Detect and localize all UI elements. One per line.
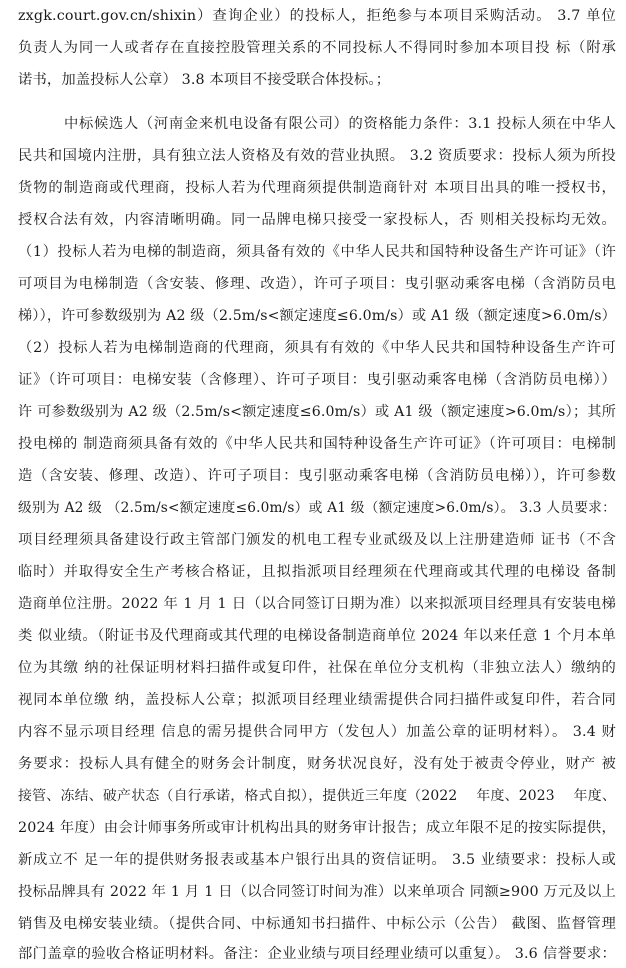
text-line: 2024 年度）由会计师事务所或审计机构出具的财务审计报告；成立年限不足的按实际提供， <box>18 820 616 836</box>
text-line: 梯）），许可参数级别为 A2 级（2.5m/s<额定速度≤6.0m/s）或 A1 级（额定速度>6.0m/s） <box>18 308 616 324</box>
text-line: 位为其缴 纳的社保证明材料扫描件或复印件，社保在单位分支机构（非独立法人）缴纳的 <box>18 660 616 676</box>
text-line: 临时）并取得安全生产考核合格证，且拟指派项目经理须在代理商或其代理的电梯设 备制 <box>18 564 616 580</box>
text-line: 投电梯的 制造商须具备有效的《中华人民共和国特种设备生产许可证》（许可项目：电梯制 <box>18 436 616 452</box>
text-line: 证》（许可项目：电梯安装（含修理）、许可子项目：曳引驱动乘客电梯（含消防员电梯）） <box>18 372 616 388</box>
text-line: 民共和国境内注册，具有独立法人资格及有效的营业执照。 3.2 资质要求：投标人须为所投 <box>18 148 616 164</box>
text-line: 货物的制造商或代理商，投标人若为代理商须提供制造商针对 本项目出具的唯一授权书， <box>18 180 616 196</box>
text-line: 造（含安装、修理、改造）、许可子项目：曳引驱动乘客电梯（含消防员电梯）），许可参数 <box>18 468 616 484</box>
text-line: 务要求：投标人具有健全的财务会计制度，财务状况良好，没有处于被责令停业，财产 被 <box>18 756 616 772</box>
text-line: 诺书，加盖投标人公章） 3.8 本项目不接受联合体投标。； <box>18 72 391 88</box>
text-line: （2）投标人若为电梯制造商的代理商，须具有有效的《中华人民共和国特种设备生产许可 <box>18 340 616 356</box>
text-line: 造商单位注册。2022 年 1 月 1 日（以合同签订日期为准）以来拟派项目经理具有安装电梯 <box>18 596 616 612</box>
text-line: 投标品牌具有 2022 年 1 月 1 日（以合同签订时间为准）以来单项合 同额≥900 万元及以上 <box>18 884 616 900</box>
text-line: 中标候选人（河南金来机电设备有限公司）的资格能力条件：3.1 投标人须在中华人 <box>64 116 616 132</box>
text-line: 级别为 A2 级 （2.5m/s<额定速度≤6.0m/s）或 A1 级（额定速度>6.0m/s）。 3.3 人员要求： <box>18 500 616 516</box>
text-line: 负责人为同一人或者存在直接控股管理关系的不同投标人不得同时参加本项目投 标（附承 <box>18 40 616 56</box>
text-line: 类 似业绩。（附证书及代理商或其代理的电梯设备制造商单位 2024 年以来任意 1 个月本单 <box>18 628 616 644</box>
text-line: 内容不显示项目经理 信息的需另提供合同甲方（发包人）加盖公章的证明材料）。 3.4 财 <box>18 724 616 740</box>
text-line: 许 可参数级别为 A2 级（2.5m/s<额定速度≤6.0m/s）或 A1 级（额定速度>6.0m/s）；其所 <box>18 404 616 420</box>
text-line: 项目经理须具备建设行政主管部门颁发的机电工程专业贰级及以上注册建造师 证书（不含 <box>18 532 616 548</box>
text-line: zxgk.court.gov.cn/shixin）查询企业）的投标人，拒绝参与本项目采购活动。 3.7 单位 <box>18 8 616 24</box>
text-line: 部门盖章的验收合格证明材料。备注：企业业绩与项目经理业绩可以重复）。 3.6 信誉要求： <box>18 946 616 962</box>
text-line: 视同本单位缴 纳，盖投标人公章；拟派项目经理业绩需提供合同扫描件或复印件，若合同 <box>18 692 616 708</box>
text-line: （1）投标人若为电梯的制造商，须具备有效的《中华人民共和国特种设备生产许可证》（许 <box>18 244 616 260</box>
text-line: 接管、冻结、破产状态（自行承诺，格式自拟），提供近三年度（2022 年度、2023 年度、 <box>18 788 616 804</box>
text-line: 新成立不 足一年的提供财务报表或基本户银行出具的资信证明。 3.5 业绩要求：投标人或 <box>18 852 616 868</box>
text-line: 可项目为电梯制造（含安装、修理、改造），许可子项目：曳引驱动乘客电梯（含消防员电 <box>18 276 616 292</box>
text-line: 销售及电梯安装业绩。（提供合同、中标通知书扫描件、中标公示（公告） 截图、监督管理 <box>18 916 616 932</box>
text-line: 授权合法有效，内容清晰明确。同一品牌电梯只接受一家投标人，否 则相关投标均无效。 <box>18 212 616 228</box>
